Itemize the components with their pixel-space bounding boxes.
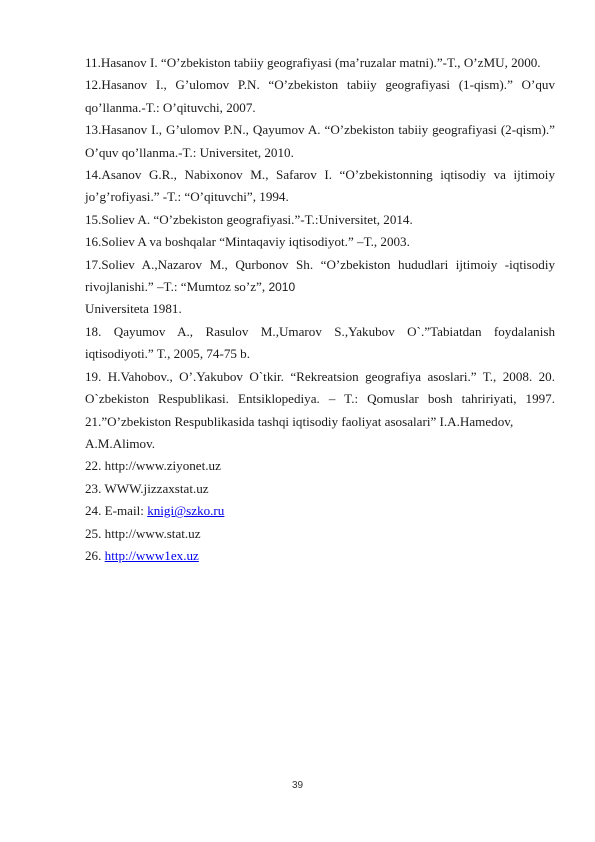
reference-item-24 [85,500,555,522]
reference-item-21-continuation: A.M.Alimov. [85,435,156,451]
reference-item-19-21: 19. H.Vahobov., O’.Yakubov O`tkir. “Rekreatsion geografiya asoslari.” T., 2008. 20. O`zbekiston Respublikasi. Entsiklopediya. – T.: Qomuslar bosh tahririyati, 1997. 21.”O’zbekiston Respublikasida tashqi iqtisodiy faoliyat asosalari” I.A.Hamedov, [85,368,555,429]
reference-item-26 [85,545,555,567]
reference-list [85,52,555,567]
reference-item-25: 25. http://www.stat.uz [85,525,201,541]
reference-item-16: 16.Soliev A va boshqalar “Mintaqaviy iqtisodiyot.” –T., 2003. [85,234,410,250]
reference-item-17-year: 2010 [265,280,296,295]
reference-item-17-continuation: Universiteta 1981. [85,301,182,317]
reference-item-23: 23. WWW.jizzaxstat.uz [85,480,209,496]
reference-item-17-text: 17.Soliev A.,Nazarov M., Qurbonov Sh. “O’zbekiston hududlari ijtimoiy -iqtisodiy rivojlanishi.” –T.: “Mumtoz so’z”, [85,256,555,295]
reference-item-11: 11.Hasanov I. “O’zbekiston tabiiy geografiyasi (ma’ruzalar matni).”-T., O’zMU, 2000. [85,55,541,70]
reference-item-14: 14.Asanov G.R., Nabixonov M., Safarov I. “O’zbekistonning iqtisodiy va ijtimoiy jo’g’rofiyasi.” -T.: “O’qituvchi”, 1994. [85,167,555,205]
reference-item-24-prefix: 24. E-mail: [85,503,148,519]
reference-item-15: 15.Soliev A. “O’zbekiston geografiyasi.”-T.:Universitet, 2014. [85,211,413,227]
reference-item-18: 18. Qayumov A., Rasulov M.,Umarov S.,Yakubov O`.”Tabiatdan foydalanish iqtisodiyoti.” T., 2005, 74-75 b. [85,323,555,362]
email-link[interactable]: knigi@szko.ru [147,503,225,519]
reference-item-17 [85,254,555,299]
reference-item-26-prefix: 26. [85,547,105,563]
reference-item-22: 22. http://www.ziyonet.uz [85,458,221,474]
reference-item-13: 13.Hasanov I., G’ulomov P.N., Qayumov A. “O’zbekiston tabiiy geografiyasi (2-qism).” O’quv qo’llanma.-T.: Universitet, 2010. [85,122,555,160]
reference-item-12: 12.Hasanov I., G’ulomov P.N. “O’zbekiston tabiiy geografiyasi (1-qism).” O’quv qo’llanma.-T.: O’qituvchi, 2007. [85,77,555,115]
page-number: 39 [291,780,304,791]
website-link[interactable]: http://www1ex.uz [104,547,199,563]
